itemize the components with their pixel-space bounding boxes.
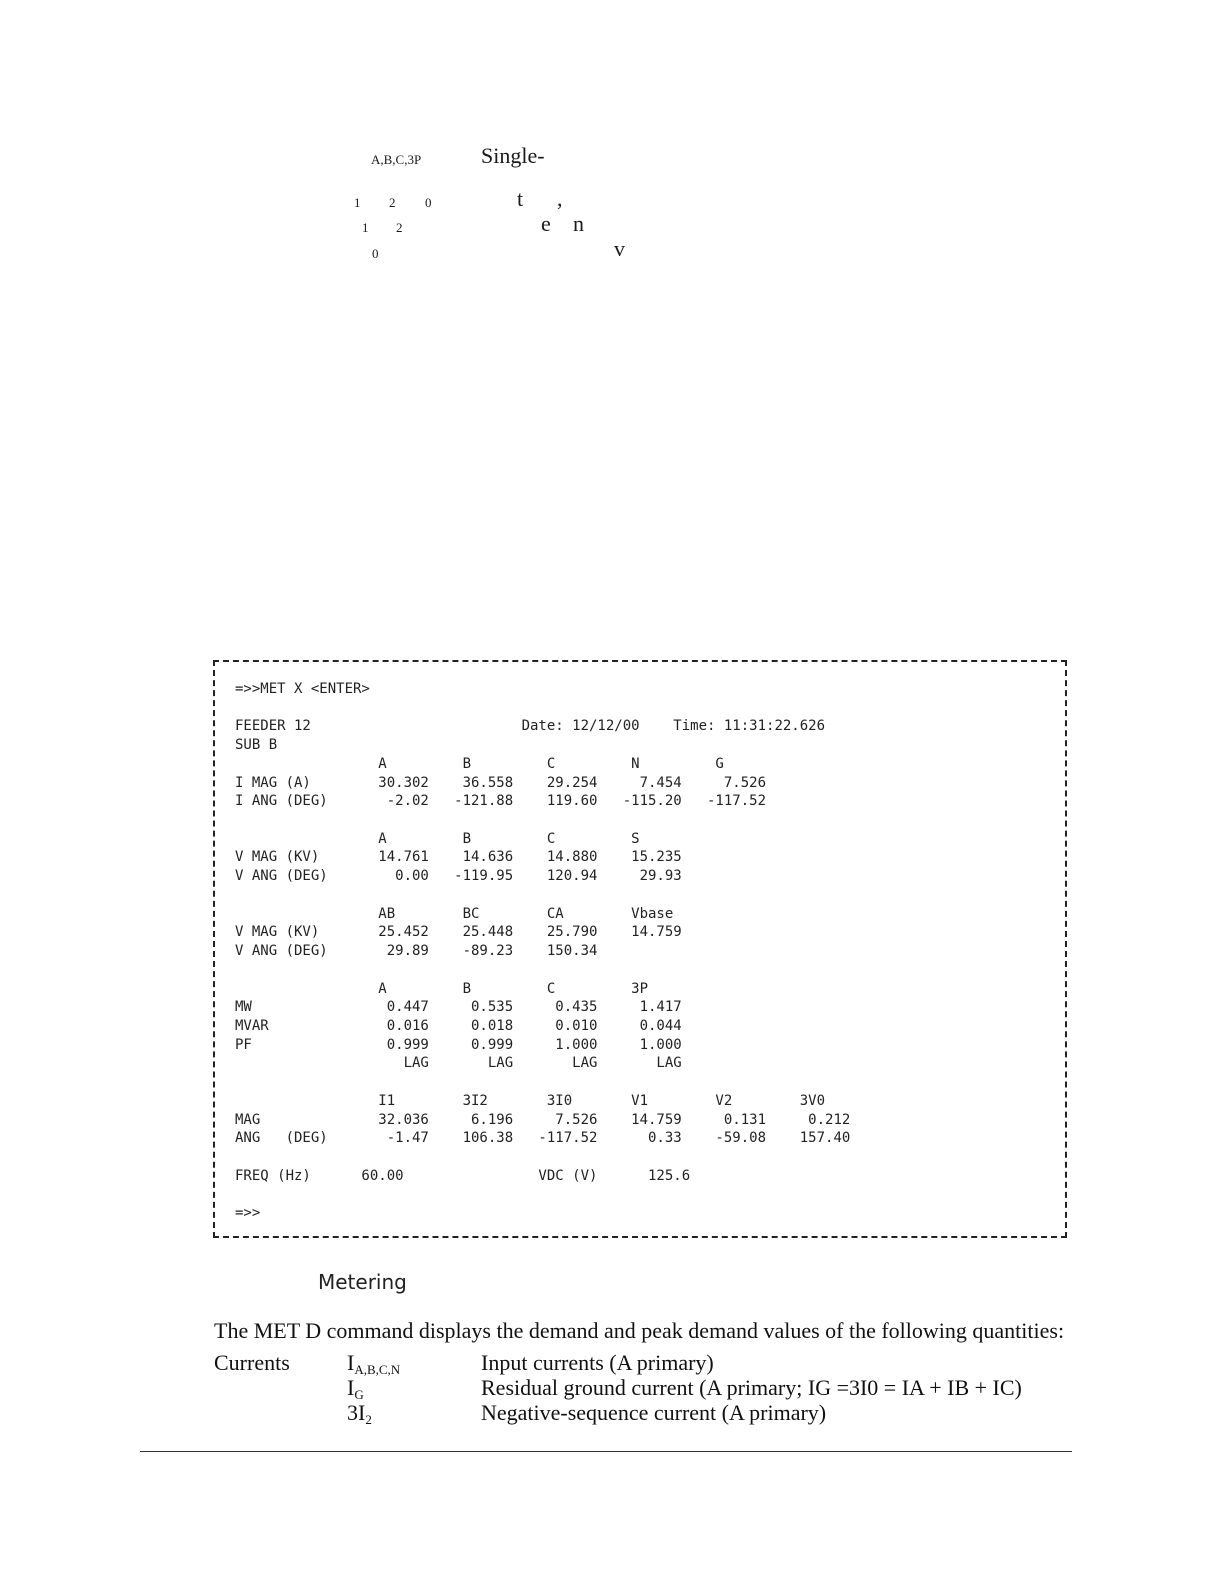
footer-rule [140,1451,1072,1452]
symbol-subscript: G [354,1387,364,1402]
symbol-subscript: A,B,C,N [354,1362,401,1377]
symbol-prefix: 3 [347,1400,358,1425]
digit-fragment: 1 [362,220,369,235]
terminal-output-box [213,660,1067,1238]
subscript-fragment: A,B,C,3P [371,152,422,167]
comma-fragment: , [557,186,563,211]
quantity-symbol [347,1400,372,1428]
quantity-symbol [347,1350,400,1378]
symbol-letter: I [347,1375,355,1400]
section-heading: Metering [318,1270,407,1294]
digit-fragment: 0 [425,195,432,210]
symbol-letter: I [347,1350,355,1375]
symbol-letter: I [358,1400,366,1425]
quantity-symbol [347,1375,364,1403]
digit-fragment: 1 [354,195,361,210]
single-fragment: Single- [481,143,545,168]
intro-paragraph: The MET D command displays the demand and peak demand values of the following quantities: [214,1318,1065,1343]
letter-fragment: e [541,211,551,236]
quantity-description: Input currents (A primary) [481,1350,714,1375]
list-label-currents: Currents [214,1350,290,1375]
letter-fragment: n [573,211,584,236]
digit-fragment: 2 [389,195,396,210]
digit-fragment: 0 [372,246,379,261]
quantity-description: Residual ground current (A primary; IG =3I0 = IA + IB + IC) [481,1375,1022,1400]
letter-fragment: t [517,186,524,211]
quantity-description: Negative-sequence current (A primary) [481,1400,827,1425]
symbol-subscript: 2 [365,1412,372,1427]
digit-fragment: 2 [396,220,403,235]
letter-fragment: v [614,236,625,261]
terminal-text: =>>MET X <ENTER> FEEDER 12 Date: 12/12/00 Time: 11:31:22.626 SUB B A B C N G I MAG (A) 30.302 36.558 29.254 7.454 7.526 I ANG (DEG) -2.02 -121.88 119.60 -115.20 -117.52 A B C S V MAG (KV) 14.761 14.636 14.880 15.235 V ANG (DEG) 0.00 -119.95 120.94 29.93 AB BC CA Vbase V MAG (KV) 25.452 25.448 25.790 14.759 V ANG (DEG) 29.89 -89.23 150.34 A B C 3P MW 0.447 0.535 0.435 1.417 MVAR 0.016 0.018 0.010 0.044 PF 0.999 0.999 1.000 1.000 LAG LAG LAG LAG I1 3I2 3I0 V1 V2 3V0 MAG 32.036 6.196 7.526 14.759 0.131 0.212 ANG (DEG) -1.47 106.38 -117.52 0.33 -59.08 157.40 FREQ (Hz) 60.00 VDC (V) 125.6 =>> [235,681,851,1222]
